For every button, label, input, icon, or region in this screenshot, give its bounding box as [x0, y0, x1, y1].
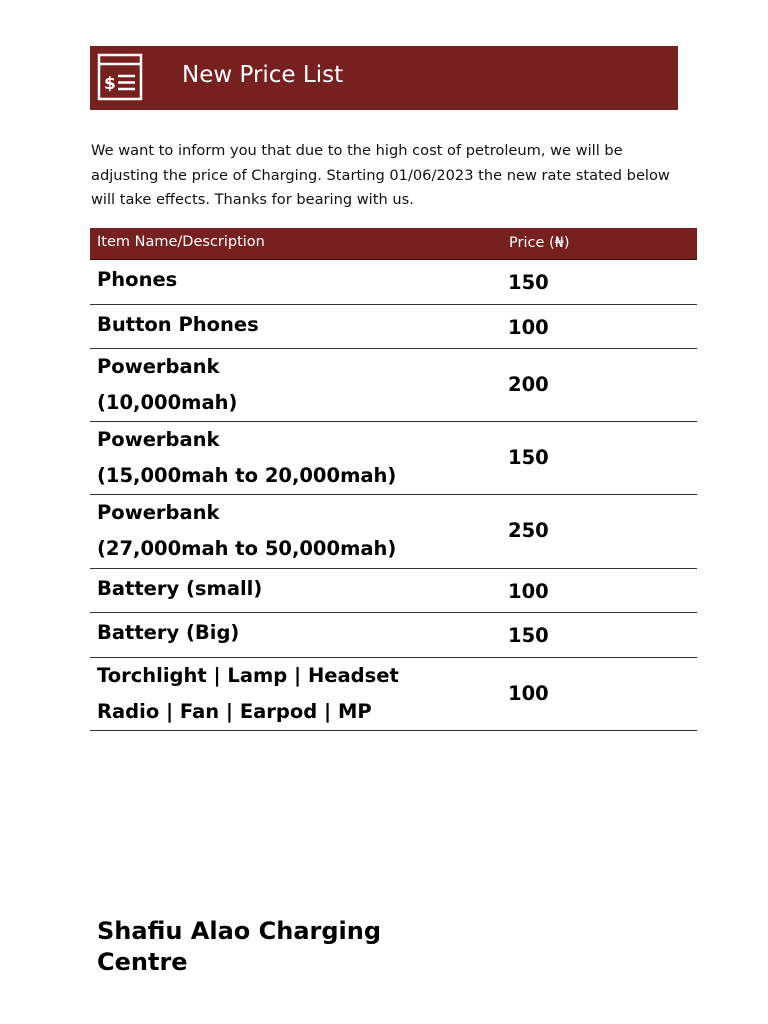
item-name: Battery (Big): [97, 621, 240, 645]
business-name-line: Centre: [97, 948, 188, 976]
item-name: Powerbank (10,000mah): [97, 355, 238, 414]
table-row: [90, 569, 697, 614]
price-document-icon: [97, 53, 143, 101]
item-price: 100: [508, 579, 549, 603]
table-row: [90, 422, 697, 495]
price-table: [90, 228, 697, 731]
item-price: 200: [508, 373, 549, 396]
business-name-line: Shafiu Alao Charging: [97, 917, 382, 945]
item-price: 250: [508, 519, 549, 543]
table-row: [90, 305, 697, 350]
item-name: Powerbank (27,000mah to 50,000mah): [97, 501, 397, 561]
item-name: Torchlight | Lamp | Headset Radio | Fan | Earpod | MP: [97, 663, 399, 723]
column-header-price: Price (₦): [509, 235, 570, 251]
item-price: 100: [508, 681, 549, 705]
table-header: [90, 228, 697, 260]
svg-text:$: $: [104, 74, 116, 94]
header-banner: [90, 46, 678, 110]
intro-paragraph: [91, 139, 691, 213]
item-price: 150: [508, 624, 549, 648]
page-title: New Price List: [182, 62, 344, 88]
item-name: Powerbank (15,000mah to 20,000mah): [97, 428, 397, 488]
business-name: [97, 916, 381, 978]
table-row: [90, 349, 697, 422]
item-name: Battery (small): [97, 576, 263, 600]
item-price: 150: [508, 446, 549, 470]
table-row: [90, 495, 697, 568]
intro-line: We want to inform you that due to the high cost of petroleum, we will be: [91, 142, 623, 159]
item-name: Phones: [97, 268, 178, 291]
table-row: [90, 260, 697, 305]
item-name: Button Phones: [97, 312, 259, 336]
table-row: [90, 658, 697, 731]
intro-line: adjusting the price of Charging. Starting 01/06/2023 the new rate stated below: [91, 166, 670, 184]
item-price: 150: [508, 271, 549, 294]
intro-line: will take effects. Thanks for bearing with us.: [91, 191, 414, 208]
item-price: 100: [508, 315, 549, 339]
table-row: [90, 613, 697, 658]
column-header-item: Item Name/Description: [97, 234, 265, 250]
